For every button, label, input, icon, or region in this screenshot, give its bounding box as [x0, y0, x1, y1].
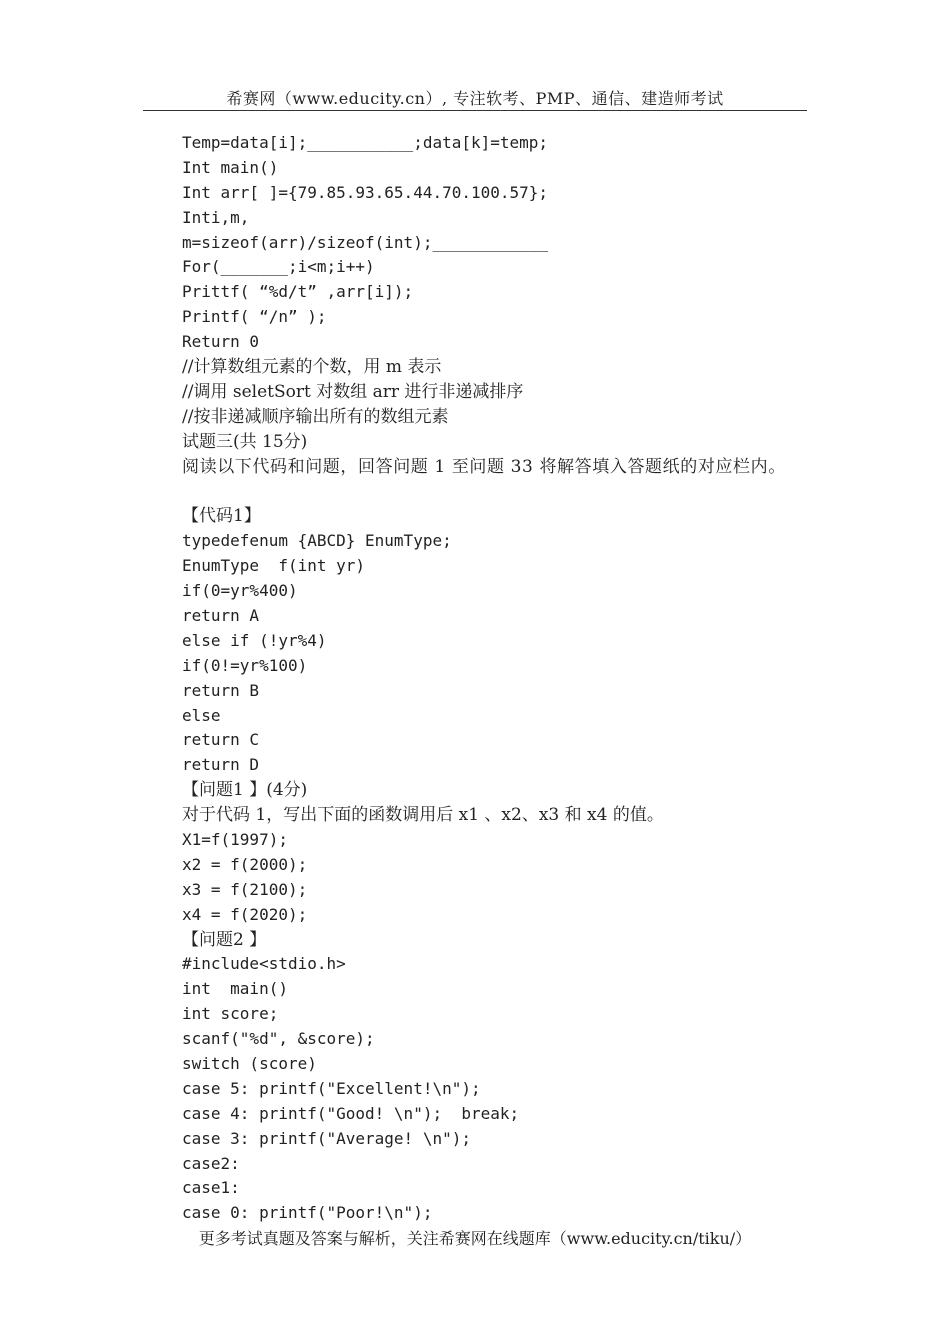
text-line: Prittf( “%d/t” ,arr[i]); — [182, 282, 414, 302]
text-line: if(0!=yr%100) — [182, 655, 308, 675]
text-line: else — [182, 705, 221, 725]
text-line: x4 = f(2020); — [182, 904, 308, 924]
text-line: 【问题1 】(4分) — [182, 780, 308, 801]
text-line: Return 0 — [182, 332, 260, 352]
text-line: For(_______;i<m;i++) — [182, 257, 375, 277]
text-line: case 4: printf("Good! \n"); break; — [182, 1103, 520, 1123]
text-line: x2 = f(2000); — [182, 854, 308, 874]
text-line: return C — [182, 730, 260, 750]
text-line: return A — [182, 605, 260, 625]
text-line: 【代码1】 — [182, 506, 261, 527]
text-line: Printf( “/n” ); — [182, 307, 327, 327]
text-line: x3 = f(2100); — [182, 879, 308, 899]
text-line: #include<stdio.h> — [182, 954, 346, 974]
text-line: //调用 seletSort 对数组 arr 进行非递减排序 — [182, 381, 524, 402]
text-line: //按非递减顺序输出所有的数组元素 — [182, 406, 449, 427]
header-divider — [143, 110, 807, 111]
code-block-top — [143, 131, 807, 455]
text-line: Int arr[ ]={79.85.93.65.44.70.100.57}; — [182, 182, 549, 202]
text-line: 试题三(共 15分) — [182, 431, 308, 452]
text-line: //计算数组元素的个数，用 m 表示 — [182, 357, 442, 378]
text-line: Int main() — [182, 157, 279, 177]
question-instructions: 阅读以下代码和问题，回答问题 1 至问题 33 将解答填入答题纸的对应栏内。 — [182, 456, 786, 477]
text-line: X1=f(1997); — [182, 829, 288, 849]
text-line: case 5: printf("Excellent!\n"); — [182, 1078, 481, 1098]
page-footer: 更多考试真题及答案与解析，关注希赛网在线题库（www.educity.cn/tiku/） — [198, 1229, 752, 1248]
text-line: int score; — [182, 1004, 279, 1024]
text-line: case2: — [182, 1153, 240, 1173]
text-line: Temp=data[i];___________;data[k]=temp; — [182, 133, 549, 152]
text-line: case 3: printf("Average! \n"); — [182, 1128, 471, 1148]
text-line: typedefenum {ABCD} EnumType; — [182, 531, 452, 551]
text-line: Inti,m, — [182, 207, 250, 227]
text-line: m=sizeof(arr)/sizeof(int);____________ — [182, 232, 549, 252]
text-line: switch (score) — [182, 1053, 317, 1073]
text-line: EnumType f(int yr) — [182, 556, 366, 576]
text-line: scanf("%d", &score); — [182, 1029, 375, 1049]
text-line: return B — [182, 680, 260, 700]
text-line: int main() — [182, 979, 288, 999]
text-line: 【问题2 】 — [182, 929, 267, 950]
text-line: 对于代码 1，写出下面的函数调用后 x1 、x2、x3 和 x4 的值。 — [182, 805, 664, 826]
text-line: case 0: printf("Poor!\n"); — [182, 1203, 433, 1223]
text-line: case1: — [182, 1178, 240, 1198]
document-body — [143, 131, 807, 1226]
text-line: return D — [182, 755, 260, 775]
code-block-bottom — [143, 504, 807, 1226]
text-line: if(0=yr%400) — [182, 581, 298, 601]
page-header: 希赛网（www.educity.cn）, 专注软考、PMP、通信、建造师考试 — [226, 89, 724, 108]
text-line: else if (!yr%4) — [182, 630, 327, 650]
